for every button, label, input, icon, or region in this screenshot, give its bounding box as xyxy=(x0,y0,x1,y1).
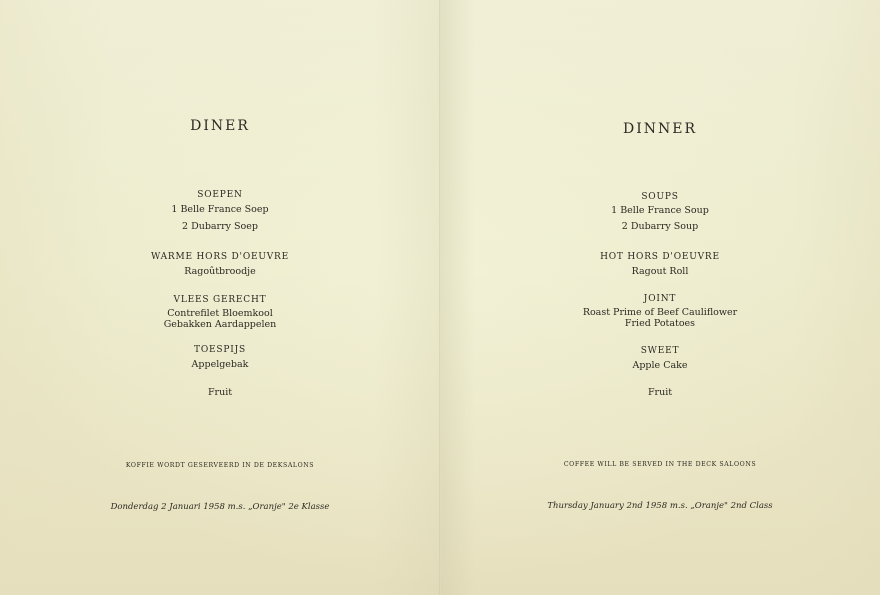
left-section-heading-hors-doeuvre: WARME HORS D'OEUVRE xyxy=(150,252,290,262)
left-item-hors-doeuvre: Ragoûtbroodje xyxy=(184,266,256,277)
left-item-soup-1: 1 Belle France Soep xyxy=(171,204,269,215)
right-section-heading-hors-doeuvre: HOT HORS D'OEUVRE xyxy=(600,252,720,262)
left-title: DINER xyxy=(190,118,250,134)
right-item-hors-doeuvre: Ragout Roll xyxy=(631,266,689,277)
right-item-joint-2: Fried Potatoes xyxy=(624,318,696,329)
right-section-heading-sweet: SWEET xyxy=(640,346,680,356)
left-footer-date: Donderdag 2 Januari 1958 m.s. „Oranje" 2e Klasse xyxy=(110,502,330,512)
left-section-heading-meat: VLEES GERECHT xyxy=(173,295,267,305)
left-item-soup-2: 2 Dubarry Soep xyxy=(182,221,258,232)
right-item-fruit: Fruit xyxy=(647,387,673,398)
right-section-heading-joint: JOINT xyxy=(643,294,677,304)
left-section-heading-soups: SOEPEN xyxy=(197,190,243,200)
right-title: DINNER xyxy=(622,121,697,137)
right-item-soup-1: 1 Belle France Soup xyxy=(611,205,709,216)
left-section-heading-dessert: TOESPIJS xyxy=(194,345,246,355)
right-footer-note: COFFEE WILL BE SERVED IN THE DECK SALOONS xyxy=(563,461,757,468)
right-item-soup-2: 2 Dubarry Soup xyxy=(621,221,699,232)
left-item-dessert: Appelgebak xyxy=(191,359,249,370)
right-section-heading-soups: SOUPS xyxy=(641,192,679,202)
left-item-meat-2: Gebakken Aardappelen xyxy=(163,319,277,330)
right-page xyxy=(440,0,880,595)
right-footer-date: Thursday January 2nd 1958 m.s. „Oranje" 2nd Class xyxy=(547,501,773,511)
right-item-joint-1: Roast Prime of Beef Cauliflower xyxy=(582,307,738,318)
left-item-fruit: Fruit xyxy=(207,387,233,398)
left-footer-note: KOFFIE WORDT GESERVEERD IN DE DEKSALONS xyxy=(125,462,315,469)
left-item-meat-1: Contrefilet Bloemkool xyxy=(167,308,273,319)
right-item-sweet: Apple Cake xyxy=(632,360,688,371)
